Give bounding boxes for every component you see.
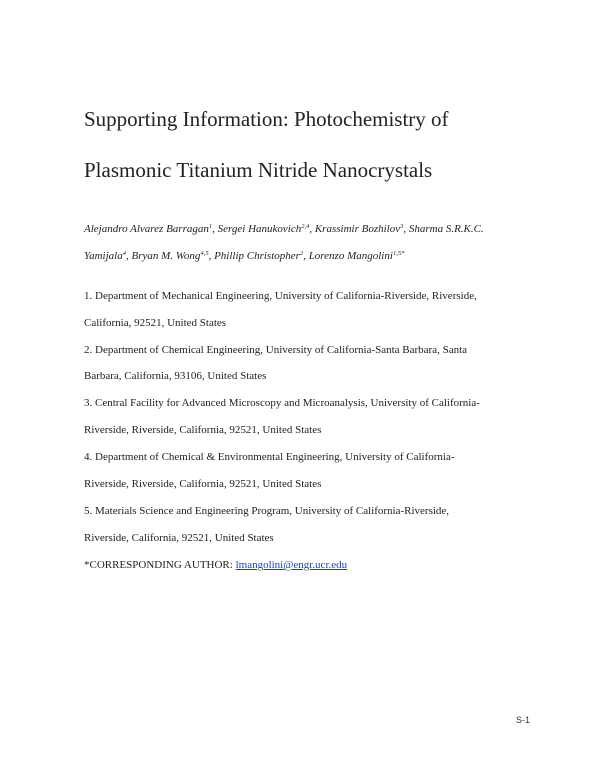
title-line-1: Supporting Information: Photochemistry of bbox=[84, 107, 449, 131]
affiliation-3-line-2: Riverside, Riverside, California, 92521, United States bbox=[84, 424, 322, 436]
author-affil-sup: 1 bbox=[208, 223, 213, 230]
author-name: Phillip Christopher bbox=[214, 250, 300, 262]
affiliation-4-line-1: 4. Department of Chemical & Environmental Engineering, University of California- bbox=[84, 451, 455, 463]
author-name: Sergei Hanukovich bbox=[217, 223, 302, 235]
author-name: Bryan M. Wong bbox=[131, 250, 201, 262]
author-affil-sup: 3 bbox=[400, 223, 404, 230]
author-affil-sup: 1,5* bbox=[392, 250, 405, 257]
author-name: Lorenzo Mangolini bbox=[308, 250, 393, 262]
corresponding-email-link[interactable]: lmangolini@engr.ucr.edu bbox=[235, 559, 348, 571]
title-line-2: Plasmonic Titanium Nitride Nanocrystals bbox=[84, 158, 433, 182]
author-name: Alejandro Alvarez Barragan bbox=[84, 223, 209, 235]
corresponding-author bbox=[84, 558, 347, 572]
affiliation-5-line-2: Riverside, California, 92521, United States bbox=[84, 532, 274, 544]
author-line-1: Alejandro Alvarez Barragan$^1$, Sergei Hanukovich$^{2,4}$, Krassimir Bozhilov$^3$, Sharma S.R.K.C. bbox=[84, 223, 484, 235]
author-affil-sup: 4,5 bbox=[200, 250, 209, 257]
affiliation-4-line-2: Riverside, Riverside, California, 92521, United States bbox=[84, 478, 322, 490]
author-affil-sup: 2 bbox=[299, 250, 304, 257]
author-name: Krassimir Bozhilov bbox=[314, 223, 401, 235]
author-affil-sup: 4 bbox=[122, 250, 126, 257]
page-number: S-1 bbox=[515, 715, 530, 725]
affiliation-3-line-1: 3. Central Facility for Advanced Microscopy and Microanalysis, University of California- bbox=[84, 397, 480, 409]
corresponding-label: *CORRESPONDING AUTHOR: bbox=[84, 559, 236, 571]
author-affil-sup: 2,4 bbox=[301, 223, 310, 230]
author-line-2: Yamijala$^4$, Bryan M. Wong$^{4,5}$, Phillip Christopher$^2$, Lorenzo Mangolini$^{1,5*}$ bbox=[84, 250, 405, 262]
author-name-part: Sharma S.R.K.C. bbox=[408, 223, 484, 235]
author-name-part: Yamijala bbox=[84, 250, 123, 262]
affiliation-2-line-1: 2. Department of Chemical Engineering, University of California-Santa Barbara, Santa bbox=[84, 344, 468, 356]
affiliation-5-line-1: 5. Materials Science and Engineering Program, University of California-Riverside, bbox=[84, 505, 450, 517]
affiliation-2-line-2: Barbara, California, 93106, United States bbox=[84, 370, 267, 382]
affiliation-1-line-1: 1. Department of Mechanical Engineering, University of California-Riverside, Riverside, bbox=[84, 290, 477, 302]
affiliation-1-line-2: California, 92521, United States bbox=[84, 317, 227, 329]
